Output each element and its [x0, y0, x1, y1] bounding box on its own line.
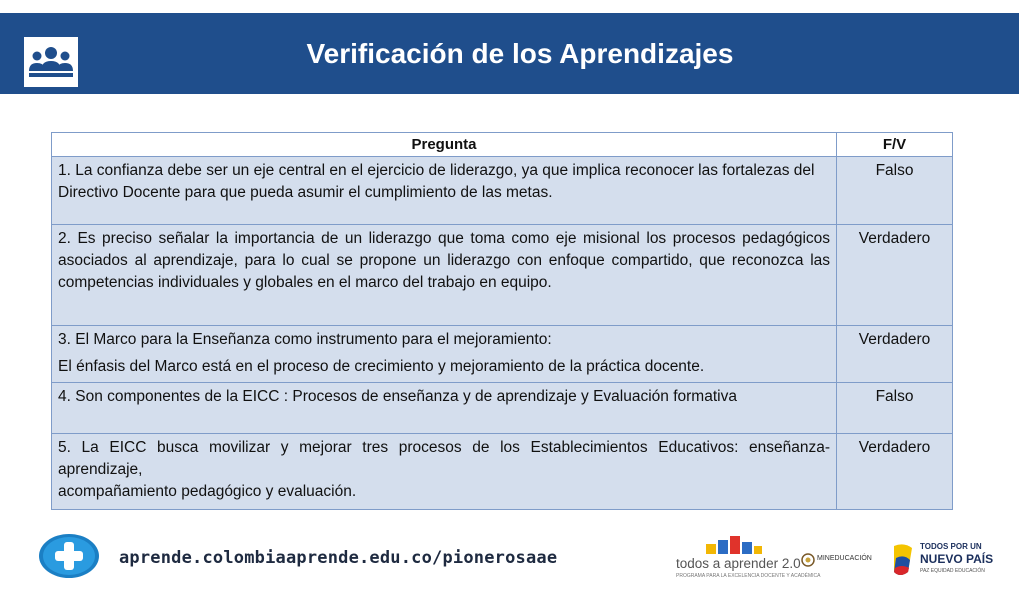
table-row [52, 157, 953, 225]
pais-line-3: PAZ EQUIDAD EDUCACIÓN [920, 568, 985, 574]
question-text: 3. El Marco para la Enseñanza como instrumento para el mejoramiento: [58, 331, 552, 348]
question-cell [52, 326, 837, 383]
answer-cell: Verdadero [837, 434, 953, 510]
todos-por-un-nuevo-pais-logo [890, 541, 994, 579]
page-title: Verificación de los Aprendizajes [306, 38, 734, 69]
footer-url-link[interactable]: aprende.colombiaaprende.edu.co/pionerosaae [119, 548, 558, 568]
question-cell [52, 225, 837, 326]
header-bar [0, 13, 1019, 94]
mineducacion-logo [800, 550, 882, 570]
answer-cell: Falso [837, 383, 953, 434]
todos-a-aprender-text: todos a aprender 2.0 [676, 556, 801, 571]
table-row [52, 434, 953, 510]
question-cell [52, 434, 837, 510]
group-people-icon [24, 37, 78, 87]
questions-table [51, 132, 953, 510]
question-text-line-2: El énfasis del Marco está en el proceso de crecimiento y mejoramiento de la práctica docente. [58, 358, 705, 375]
answer-cell: Verdadero [837, 225, 953, 326]
table-row [52, 383, 953, 434]
todos-a-aprender-subtext: PROGRAMA PARA LA EXCELENCIA DOCENTE Y ACADÉMICA [676, 573, 821, 579]
question-text: 1. La confianza debe ser un eje central en el ejercicio de liderazgo, ya que implica reconocer las fortalezas del Directivo Docente para que pueda asumir el cumplimiento de las metas. [58, 162, 815, 201]
column-header-question: Pregunta [52, 133, 837, 157]
pais-line-2: NUEVO PAÍS [920, 552, 994, 566]
question-text: 5. La EICC busca movilizar y mejorar tres procesos de los Establecimientos Educativos: enseñanza-aprendizaje, [58, 439, 831, 478]
answer-cell: Verdadero [837, 326, 953, 383]
pais-line-1: TODOS POR UN [920, 542, 982, 551]
mineducacion-text: MINEDUCACIÓN [817, 555, 872, 562]
table-row [52, 326, 953, 383]
todos-a-aprender-logo [676, 536, 821, 579]
column-header-fv: F/V [837, 133, 953, 157]
question-text-line-2: acompañamiento pedagógico y evaluación. [58, 483, 357, 500]
colombia-aprende-cross-logo [38, 533, 100, 579]
question-text: 2. Es preciso señalar la importancia de un liderazgo que toma como eje misional los procesos pedagógicos asociados al aprendizaje, para lo cual se propone un liderazgo con enfoque compartido, que reconozca las competencias individuales y globales en el marco del trabajo en equipo. [58, 230, 831, 291]
question-text: 4. Son componentes de la EICC : Procesos de enseñanza y de aprendizaje y Evaluación formativa [58, 388, 737, 405]
answer-cell: Falso [837, 157, 953, 225]
question-cell [52, 157, 837, 225]
question-cell [52, 383, 837, 434]
table-row [52, 225, 953, 326]
table-header-row [52, 133, 953, 157]
